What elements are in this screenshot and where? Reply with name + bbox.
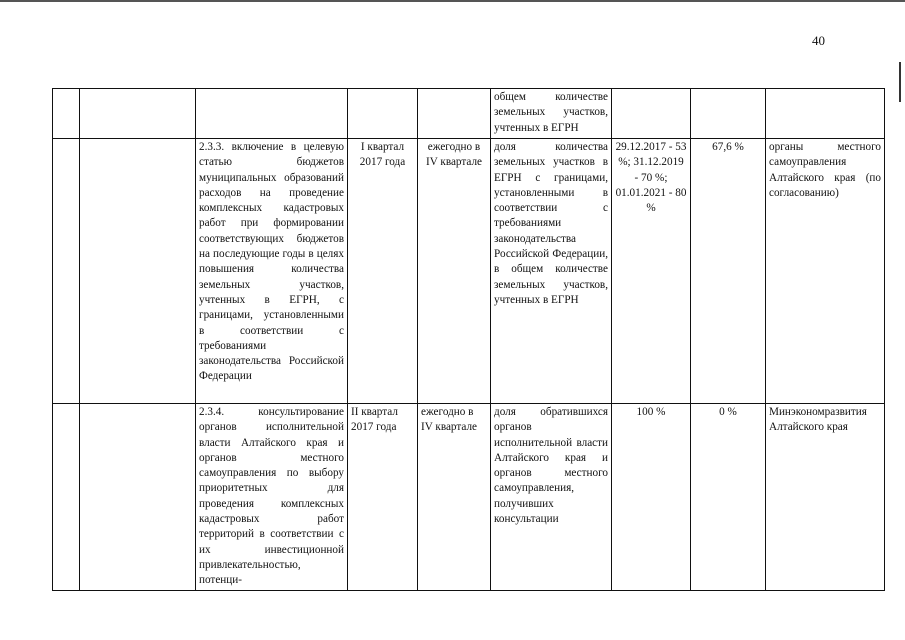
top-border-line [0, 0, 905, 2]
cell-start: I квартал 2017 года [348, 139, 418, 404]
cell-period: ежегодно в IV квартале [418, 139, 491, 404]
cell-blank [80, 139, 196, 404]
cell-indicator: доля количества земельных участков в ЕГРН с границами, установленными в соответствии с требованиями законодательства Российской Федерации, в общем количестве земельных участков, учтенных в ЕГРН [491, 139, 612, 404]
table-row [53, 139, 885, 404]
cell-start: II квартал 2017 года [348, 404, 418, 591]
cell-target: 29.12.2017 - 53 %; 31.12.2019 - 70 %; 01.01.2021 - 80 % [612, 139, 691, 404]
cell-current: 0 % [691, 404, 766, 591]
page-number: 40 [812, 33, 825, 48]
cell-target: 100 % [612, 404, 691, 591]
cell-responsible: Минэкономразвития Алтайского края [766, 404, 885, 591]
cell-period: ежегодно в IV квартале [418, 404, 491, 591]
scan-edge-mark [899, 62, 901, 102]
cell-current [691, 89, 766, 139]
cell-measure: 2.3.4. консультирование органов исполнительной власти Алтайского края и органов местного самоуправления по выбору приоритетных для проведения комплексных кадастровых работ территорий в соответствии с их инвестиционной привлекательностью, потенци- [196, 404, 348, 591]
plan-table [52, 88, 885, 591]
cell-start [348, 89, 418, 139]
cell-blank [53, 89, 80, 139]
cell-blank [53, 139, 80, 404]
cell-blank [53, 404, 80, 591]
table-row-continuation [53, 89, 885, 139]
cell-current: 67,6 % [691, 139, 766, 404]
cell-measure [196, 89, 348, 139]
cell-responsible: органы местного самоуправления Алтайского края (по согласованию) [766, 139, 885, 404]
cell-measure: 2.3.3. включение в целевую статью бюджетов муниципальных образований расходов на проведение комплексных кадастровых работ при формировании соответствующих бюджетов на последующие годы в целях повышения количества земельных участков, учтенных в ЕГРН, с границами, установленными в соответствии с требованиями законодательства Российской Федерации [196, 139, 348, 404]
cell-responsible [766, 89, 885, 139]
cell-indicator: общем количестве земельных участков, учтенных в ЕГРН [491, 89, 612, 139]
cell-blank [80, 404, 196, 591]
cell-blank [80, 89, 196, 139]
cell-target [612, 89, 691, 139]
table-row [53, 404, 885, 591]
cell-period [418, 89, 491, 139]
cell-indicator: доля обратившихся органов исполнительной власти Алтайского края и органов местного самоуправления, получивших консультации [491, 404, 612, 591]
